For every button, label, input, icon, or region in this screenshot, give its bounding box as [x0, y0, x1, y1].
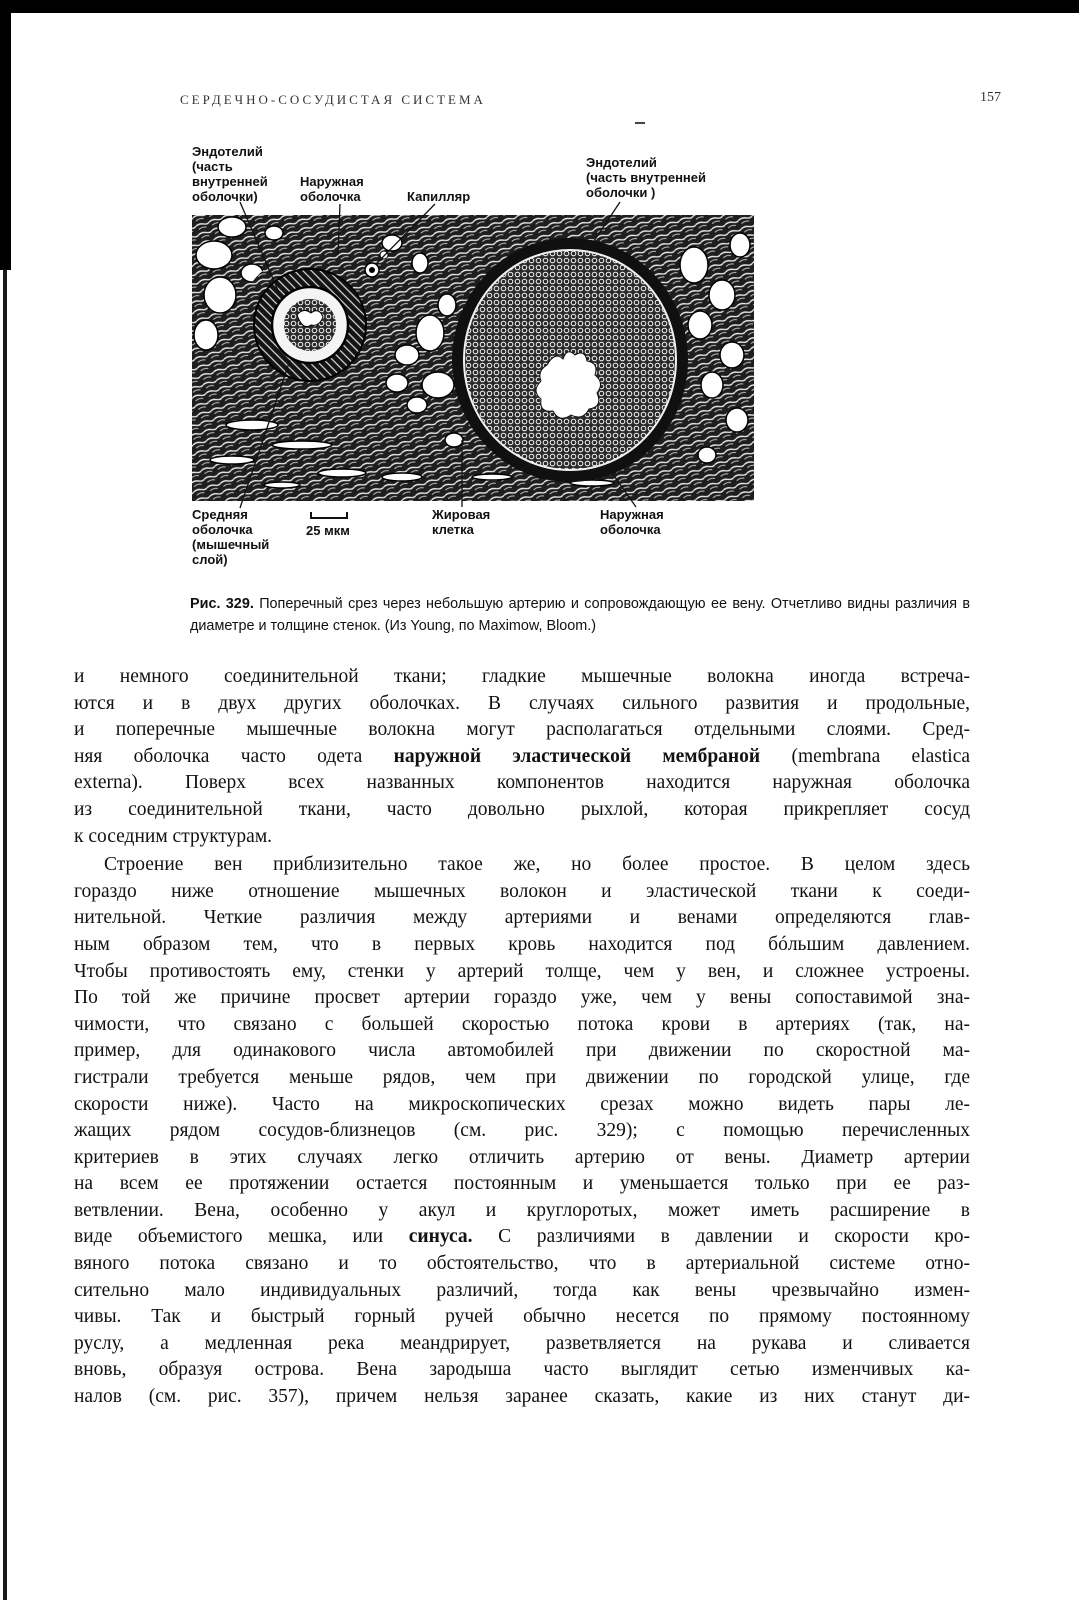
- text-line: [74, 1224, 970, 1251]
- label-line: Наружная: [600, 507, 664, 522]
- label-capillary: Капилляр: [407, 189, 471, 204]
- label-line: внутренней: [192, 174, 268, 189]
- label-line: оболочка: [192, 522, 253, 537]
- label-line: Жировая: [432, 507, 491, 522]
- label-line: (мышечный: [192, 537, 270, 552]
- figure-caption: [190, 593, 970, 637]
- text-line: скорости ниже). Часто на микроскопических срезах можно видеть пары ле-: [74, 1093, 970, 1115]
- text-run: виде объемистого мешка, или: [74, 1226, 409, 1248]
- text-run: няя оболочка часто одета: [74, 745, 394, 767]
- label-line: (часть внутренней: [586, 170, 707, 185]
- text-line: и немного соединительной ткани; гладкие мышечные волокна иногда встреча-: [74, 666, 970, 687]
- label-line: оболочка: [300, 189, 361, 204]
- text-line: ются и в двух других оболочках. В случаях сильного развития и продольные,: [74, 692, 970, 714]
- text-line: гораздо ниже отношение мышечных волокон и эластической ткани к соеди-: [74, 880, 970, 902]
- label-line: оболочка: [600, 522, 661, 537]
- term-elastic-membrane: наружной эластической мембраной: [393, 745, 761, 767]
- label-line: оболочки ): [586, 185, 656, 200]
- paragraph-1: [74, 664, 970, 850]
- scan-left-edge: [0, 0, 11, 270]
- text-line: на всем ее протяжении остается постоянным и уменьшается только при ее раз-: [74, 1173, 970, 1195]
- label-line: клетка: [432, 522, 474, 537]
- text-line: ным образом тем, что в первых кровь находится под бóльшим давлением.: [74, 933, 970, 955]
- caption-text: Поперечный срез через небольшую артерию и сопровождающую ее вену. Отчетливо видны различия в диаметре и толщине стенок. (Из Young, по Maximow, Bloom.): [190, 596, 971, 634]
- text-line: из соединительной ткани, часто довольно рыхлой, которая прикрепляет сосуд: [74, 798, 970, 820]
- text-line: критериев в этих случаях легко отличить артерию от вены. Диаметр артерии: [74, 1146, 970, 1168]
- text-line: ветвлении. Вена, особенно у акул и круглоротых, может иметь расширение в: [74, 1199, 970, 1221]
- scan-left-edge-line: [3, 270, 7, 1600]
- text-line: пример, для одинакового числа автомобилей при движении по скоростной ма-: [74, 1040, 970, 1062]
- text-line: [74, 744, 970, 771]
- text-line: и поперечные мышечные волокна могут располагаться отдельными слоями. Сред-: [74, 719, 970, 741]
- text-line: гистрали требуется меньше рядов, чем при движении по городской улице, где: [74, 1066, 970, 1088]
- text-line: налов (см. рис. 357), причем нельзя заранее сказать, какие из них станут ди-: [74, 1386, 970, 1408]
- text-line: вяного потока связано и то обстоятельство, что в артериальной системе отно-: [74, 1253, 970, 1275]
- page-number: 157: [980, 90, 1001, 105]
- text-line: руслу, а медленная река меандрирует, разветвляется на рукава и сливается: [74, 1332, 970, 1354]
- text-line: нительной. Четкие различия между артериями и венами определяются глав-: [74, 907, 970, 929]
- label-line: Средняя: [192, 507, 248, 522]
- figure-329: [180, 140, 980, 580]
- leader-lines: [180, 140, 980, 580]
- text-line: Строение вен приблизительно такое же, но более простое. В целом здесь: [104, 854, 970, 876]
- text-run: (membrana elastica: [760, 745, 970, 767]
- label-scale: 25 мкм: [306, 523, 350, 538]
- scan-top-edge: [0, 0, 1079, 13]
- text-line: сительно мало индивидуальных различий, тогда как вены чрезвычайно измен-: [74, 1279, 970, 1301]
- caption-number: Рис. 329.: [190, 596, 254, 612]
- running-head: СЕРДЕЧНО-СОСУДИСТАЯ СИСТЕМА: [180, 92, 486, 107]
- text-line: По той же причине просвет артерии гораздо уже, чем у вены сопоставимой зна-: [74, 987, 970, 1009]
- text-line: Чтобы противостоять ему, стенки у артерий толще, чем у вен, и сложнее устроены.: [74, 960, 970, 982]
- header-dash: [635, 122, 645, 124]
- text-run: С различиями в давлении и скорости кро-: [472, 1226, 970, 1248]
- label-line: (часть: [192, 159, 233, 174]
- text-line: жащих рядом сосудов-близнецов (см. рис. 329); с помощью перечисленных: [74, 1120, 970, 1142]
- label-line: Эндотелий: [192, 144, 263, 159]
- text-line: вновь, образуя острова. Вена зародыша часто выглядит сетью изменчивых ка-: [74, 1359, 970, 1381]
- body-text: [74, 664, 970, 1411]
- text-line: externa). Поверх всех названных компонентов находится наружная оболочка: [74, 772, 970, 794]
- label-line: оболочки): [192, 189, 258, 204]
- label-line: Наружная: [300, 174, 364, 189]
- label-line: слой): [192, 552, 228, 567]
- label-line: Эндотелий: [586, 155, 657, 170]
- term-sinus: синуса.: [408, 1226, 473, 1248]
- text-line: чимости, что связано с большей скоростью потока крови в артериях (так, на-: [74, 1013, 970, 1035]
- text-line: к соседним структурам.: [74, 825, 273, 847]
- paragraph-2: [74, 852, 970, 1410]
- text-line: чивы. Так и быстрый горный ручей обычно несется по прямому постоянному: [74, 1306, 970, 1328]
